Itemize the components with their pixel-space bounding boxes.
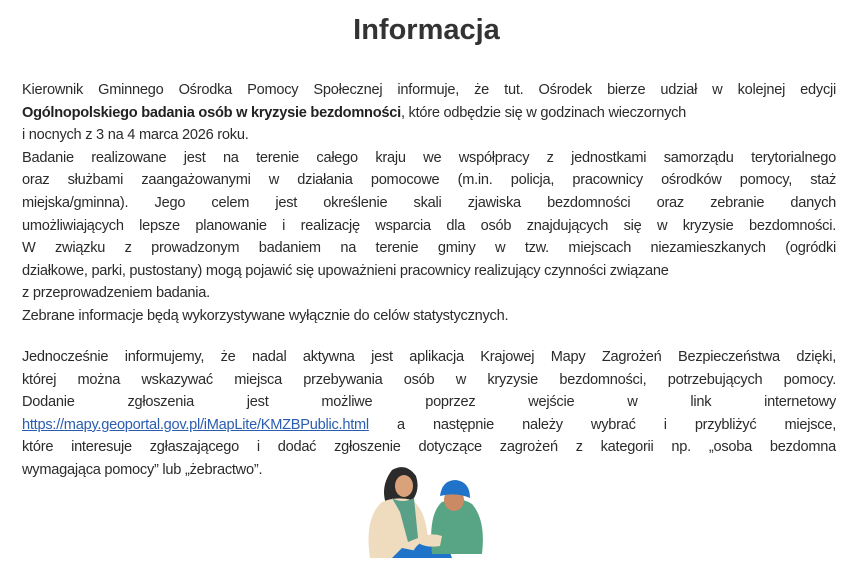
text-line: której można wskazywać miejsca przebywania osób w kryzysie bezdomności, potrzebujących pomocy. — [22, 371, 836, 388]
page-title: Informacja — [353, 14, 500, 46]
text-line — [22, 414, 836, 437]
text-line: Badanie realizowane jest na terenie całego kraju we współpracy z jednostkami samorządu terytorialnego — [22, 149, 836, 166]
text-line: i nocnych z 3 na 4 marca 2026 roku. — [22, 127, 249, 144]
text-fragment: a następnie należy wybrać i przybliżyć miejsce, — [368, 416, 836, 433]
text-line: umożliwiających lepsze planowanie i realizację wsparcia dla osób znajdujących się w kryzysie bezdomności. — [22, 217, 836, 234]
text-line: które interesuje zgłaszającego i dodać zgłoszenie dotyczące zagrożeń z kategorii np. „osoba bezdomna — [22, 439, 836, 456]
text-line — [22, 102, 836, 125]
text-line: z przeprowadzeniem badania. — [22, 285, 210, 302]
text-line: miejska/gminna). Jego celem jest określenie skali zjawiska bezdomności oraz zebranie danych — [22, 194, 836, 211]
text-line: W związku z prowadzonym badaniem na terenie gminy w tzw. miejscach niezamieszkanych (ogródki — [22, 240, 836, 257]
text-line: Zebrane informacje będą wykorzystywane wyłącznie do celów statystycznych. — [22, 307, 509, 324]
text-line: Kierownik Gminnego Ośrodka Pomocy Społecznej informuje, że tut. Ośrodek bierze udział w kolejnej edycji — [22, 82, 836, 98]
text-line: oraz służbami zaangażowanymi w działania pomocowe (m.in. policja, pracownicy ośrodków pomocy, staż — [22, 172, 836, 189]
illustration-helping-person — [352, 462, 502, 563]
text-line: wymagająca pomocy” lub „żebractwo”. — [22, 461, 263, 478]
text-line: Dodanie zgłoszenia jest możliwe poprzez wejście w link internetowy — [22, 394, 836, 411]
text-fragment: , które odbędzie się w godzinach wieczornych — [400, 104, 687, 121]
text-line: działkowe, parki, pustostany) mogą pojawić się upoważnieni pracownicy realizujący czynności związane — [22, 262, 669, 279]
kmzb-link[interactable]: https://mapy.geoportal.gov.pl/iMapLite/KMZBPublic.html — [22, 416, 369, 433]
text-line: Jednocześnie informujemy, że nadal aktywna jest aplikacja Krajowej Mapy Zagrożeń Bezpieczeństwa dzięki, — [22, 349, 836, 365]
paragraph-survey-info — [22, 79, 836, 328]
bold-survey-name: Ogólnopolskiego badania osób w kryzysie bezdomności — [22, 104, 401, 121]
